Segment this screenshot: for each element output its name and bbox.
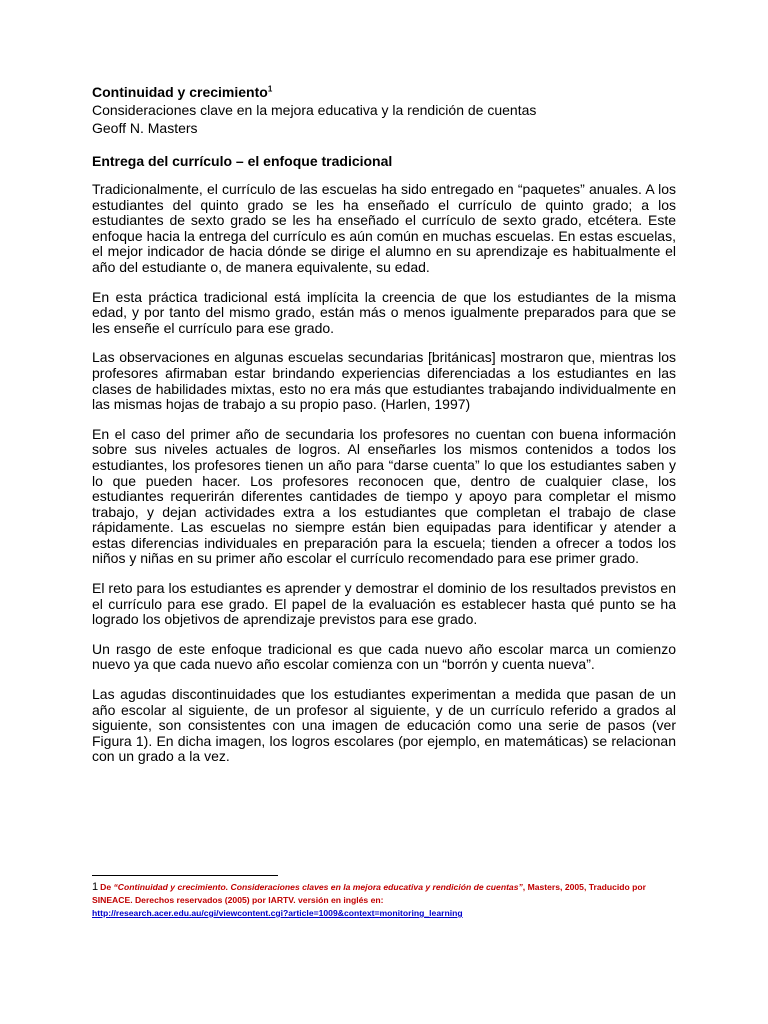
paragraph-5: El reto para los estudiantes es aprender y demostrar el dominio de los resultados previstos en el currículo para ese grado. El papel de la evaluación es establecer hasta qué punto se ha logrado los objetivos de aprendizaje previstos para ese grado. xyxy=(92,580,676,628)
document-subtitle: Consideraciones clave en la mejora educativa y la rendición de cuentas xyxy=(92,102,537,118)
paragraph-6: Un rasgo de este enfoque tradicional es que cada nuevo año escolar marca un comienzo nuevo ya que cada nuevo año escolar comienza con un “borrón y cuenta nueva”. xyxy=(92,640,676,673)
footnote xyxy=(92,881,676,920)
footnote-prefix: De xyxy=(100,882,114,892)
footnote-divider xyxy=(92,875,278,876)
paragraph-2: En esta práctica tradicional está implícita la creencia de que los estudiantes de la misma edad, y por tanto del mismo grado, están más o menos igualmente preparados para que se les enseñe el currículo para ese grado. xyxy=(92,288,676,336)
section-heading: Entrega del currículo – el enfoque tradicional xyxy=(92,153,393,169)
paragraph-4: En el caso del primer año de secundaria los profesores no cuentan con buena información sobre sus niveles actuales de logros. Al enseñarles los mismos contenidos a todos los estudiantes, los profesores tienen un año para “darse cuenta” lo que los estudiantes saben y lo que pueden hacer. Los profesores reconocen que, dentro de cualquier clase, los estudiantes requerirán diferentes cantidades de tiempo y apoyo para completar el mismo trabajo, y dejan actividades extra a los estudiantes que completan el trabajo de clase rápidamente. Las escuelas no siempre están bien equipadas para identificar y atender a estas diferencias individuales en preparación para la escuela; tienden a ofrecer a todos los niños y niñas en su primer año escolar el currículo recomendado para ese primer grado. xyxy=(92,425,676,567)
document-author: Geoff N. Masters xyxy=(92,120,198,136)
paragraph-1: Tradicionalmente, el currículo de las escuelas ha sido entregado en “paquetes” anuales. A los estudiantes del quinto grado se les ha enseñado el currículo de quinto grado; a los estudiantes de sexto grado se les ha enseñado el currículo de sexto grado, etcétera. Este enfoque hacia la entrega del currículo es aún común en muchas escuelas. En estas escuelas, el mejor indicador de hacia dónde se dirige el alumno en su aprendizaje es habitualmente el año del estudiante o, de manera equivalente, su edad. xyxy=(92,181,676,275)
footnote-mark: 1 xyxy=(92,881,99,893)
paragraph-3: Las observaciones en algunas escuelas secundarias [británicas] mostraron que, mientras los profesores afirmaban estar brindando experiencias diferenciadas a los estudiantes en las clases de habilidades mixtas, esto no era más que estudiantes trabajando individualmente en las mismas hojas de trabajo a su propio paso. (Harlen, 1997) xyxy=(92,349,676,413)
title-footnote-ref[interactable]: 1 xyxy=(267,84,273,94)
footnote-source-title: “Continuidad y crecimiento. Consideraciones claves en la mejora educativa y rendición de cuentas” xyxy=(113,882,523,892)
title-text: Continuidad y crecimiento xyxy=(92,84,268,100)
document-title xyxy=(92,83,676,101)
document-body xyxy=(92,83,676,765)
paragraph-7: Las agudas discontinuidades que los estudiantes experimentan a medida que pasan de un año escolar al siguiente, de un profesor al siguiente, y de un currículo referido a grados al siguiente, son consistentes con una imagen de educación como una serie de pasos (ver Figura 1). En dicha imagen, los logros escolares (por ejemplo, en matemáticas) se relacionan con un grado a la vez. xyxy=(92,686,676,765)
footnote-source-details: , Masters, 2005, Traducido por SINEACE. Derechos reservados (2005) por IARTV. versión en inglés en: xyxy=(92,882,647,905)
footnote-link[interactable]: http://research.acer.edu.au/cgi/viewcontent.cgi?article=1009&context=monitoring_learning xyxy=(92,908,463,918)
